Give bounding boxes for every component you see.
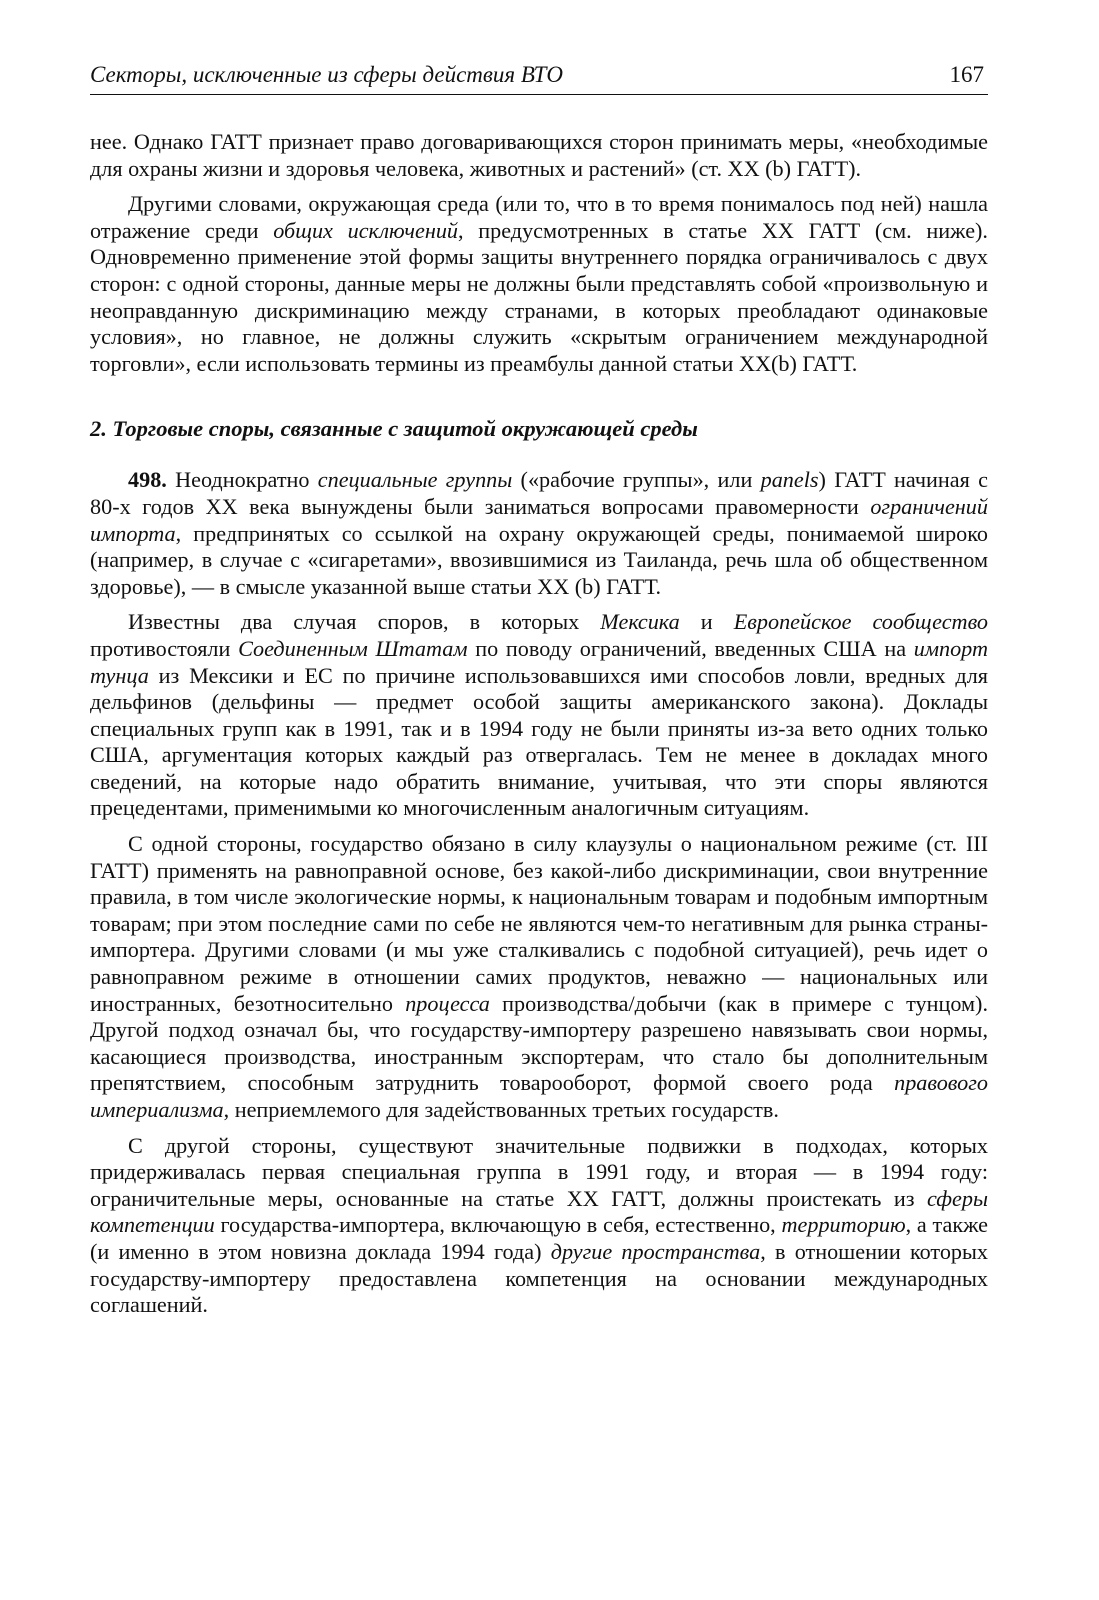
body-text bbox=[90, 129, 988, 1319]
paragraph-text: из Мексики и ЕС по причине использовавшихся ими способов ловли, вредных для дельфинов (дельфины — предмет особой защиты американского закона). Доклады специальных групп как в 1991, так и в 1994 году не были приняты из-за вето одних только США, аргументация которых каждый раз отвергалась. Тем не менее в докладах много сведений, на которые надо обратить внимание, учитывая, что эти споры являются прецедентами, применимыми ко многочисленным аналогичным ситуациям. bbox=[90, 662, 988, 821]
paragraph-text: нее. Однако ГАТТ признает право договаривающихся сторон принимать меры, «необходимые для охраны жизни и здоровья человека, животных и растений» (ст. XX (b) ГАТТ). bbox=[90, 129, 988, 181]
paragraph-national-treatment bbox=[90, 831, 988, 1124]
paragraph-text: государства-импортера, включающую в себя, естественно, bbox=[214, 1212, 782, 1238]
paragraph-text: Другими словами, окружающая среда (или то, что в то время понималось под ней) нашла отражение среди bbox=[90, 191, 988, 243]
emphasis-term: общих исключений bbox=[273, 217, 459, 243]
running-header bbox=[90, 60, 988, 95]
paragraph-text: Известны два случая споров, в которых bbox=[128, 609, 601, 635]
emphasis-term: импорт тунца bbox=[90, 635, 988, 688]
emphasis-term: Европейское сообщество bbox=[733, 609, 989, 635]
paragraph-tuna-disputes bbox=[90, 609, 988, 822]
paragraph-text: Неоднократно bbox=[166, 467, 318, 493]
section-heading: 2. Торговые споры, связанные с защитой окружающей среды bbox=[90, 416, 698, 442]
emphasis-term: процесса bbox=[405, 990, 490, 1016]
emphasis-term: территорию bbox=[781, 1212, 906, 1238]
paragraph-continuation bbox=[90, 129, 988, 182]
paragraph-text: и bbox=[679, 609, 734, 635]
paragraph-competence-sphere bbox=[90, 1133, 988, 1319]
paragraph-text: , предпринятых со ссылкой на охрану окружающей среды, понимаемой широко (например, в случае с «сигаретами», ввозившимися из Таиланда, речь шла об общественном здоровье), — в смысле указанной выше статьи XX (b) ГАТТ. bbox=[90, 520, 988, 599]
paragraph-text: С одной стороны, государство обязано в силу клаузулы о национальном режиме (ст. III ГАТТ) применять на равноправной основе, без какой-либо дискриминации, свои внутренние правила, в том числе экологические нормы, к национальным товарам и подобным импортным товарам; при этом последние сами по себе не являются чем-то негативным для рынка страны-импортера. Другими словами (и мы уже сталкивались с подобной ситуацией), речь идет о равноправном режиме в отношении самих продуктов, неважно — национальных или иностранных, безотносительно bbox=[90, 831, 988, 1016]
emphasis-term: сферы компетенции bbox=[90, 1185, 988, 1238]
book-page bbox=[90, 60, 988, 1328]
paragraph-text: по поводу ограничений, введенных США на bbox=[467, 635, 914, 661]
paragraph-text: производства/добычи (как в примере с тунцом). Другой подход означал бы, что государству-импортеру разрешено навязывать свои нормы, касающиеся производства, иностранным экспортерам, что стало бы дополнительным препятствием, способным затруднить товарооборот, формой своего рода bbox=[90, 990, 988, 1096]
emphasis-term: panels bbox=[760, 467, 819, 493]
paragraph-text: , в отношении которых государству-импортеру предоставлена компетенция на основании международных соглашений. bbox=[90, 1238, 989, 1318]
paragraph-text: , предусмотренных в статье XX ГАТТ (см. ниже). Одновременно применение этой формы защиты внутреннего порядка ограничивалось с двух сторон: с одной стороны, данные меры не должны были представлять собой «произвольную и неоправданную дискриминацию между странами, в которых преобладают одинаковые условия», но главное, не должны служить «скрытым ограничением международной торговли», если использовать термины из преамбулы данной статьи XX(b) ГАТТ. bbox=[90, 217, 988, 376]
page-number: 167 bbox=[949, 62, 984, 87]
emphasis-term: правового империализма bbox=[90, 1070, 988, 1122]
running-header-title: Секторы, исключенные из сферы действия ВТО bbox=[90, 62, 563, 87]
paragraph-text: ) ГАТТ начиная с 80-х годов XX века вынуждены были заниматься вопросами правомерности bbox=[90, 467, 988, 519]
emphasis-term: Мексика bbox=[600, 609, 680, 635]
emphasis-term: другие пространства bbox=[550, 1238, 761, 1264]
paragraph-general-exceptions bbox=[90, 191, 988, 377]
paragraph-number: 498. bbox=[128, 467, 167, 493]
paragraph-498 bbox=[90, 467, 988, 600]
paragraph-text: противостояли bbox=[90, 635, 239, 661]
paragraph-text: («рабочие группы», или bbox=[512, 467, 761, 493]
emphasis-term: Соединенным Штатам bbox=[238, 635, 468, 661]
paragraph-text: , неприемлемого для задействованных третьих государств. bbox=[223, 1097, 779, 1122]
paragraph-text: , а также (и именно в этом новизна доклада 1994 года) bbox=[90, 1212, 988, 1264]
emphasis-term: ограничений импорта bbox=[90, 493, 988, 546]
paragraph-text: С другой стороны, существуют значительные подвижки в подходах, которых придерживалась первая специальная группа в 1991 году, и вторая — в 1994 году: ограничительные меры, основанные на статье XX ГАТТ, должны проистекать из bbox=[90, 1132, 988, 1211]
emphasis-term: специальные группы bbox=[317, 467, 513, 493]
